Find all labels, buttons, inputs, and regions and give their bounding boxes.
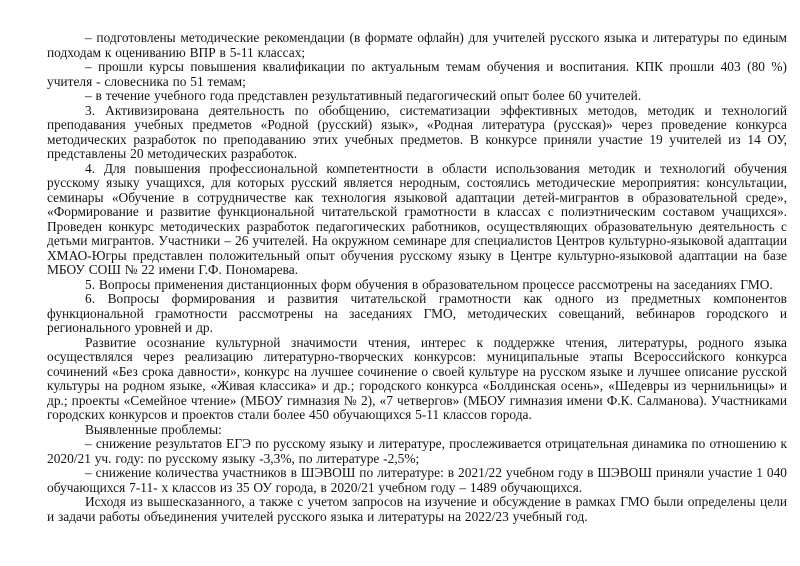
paragraph-conclusion-goals: Исходя из вышесказанного, а также с учетом запросов на изучение и обсуждение в рамках ГМО были определены цели и задачи работы объединения учителей русского языка и литературы на 2022/23 учебный год. bbox=[47, 494, 787, 524]
paragraph-bullet-kpk-courses: – прошли курсы повышения квалификации по актуальным темам обучения и воспитания. КПК прошли 403 (80 %) учителя - словесника по 51 темам; bbox=[47, 59, 787, 89]
paragraph-bullet-pedagogical-experience: – в течение учебного года представлен результативный педагогический опыт более 60 учителей. bbox=[85, 88, 642, 103]
paragraph-cultural-significance-contests: Развитие осознание культурной значимости чтения, интерес к поддержке чтения, литературы, родного языка осуществлялся через реализацию литературно-творческих конкурсов: муниципальные этапы Всероссийского конкурса сочинений «Без срока давности», конкурс на лучшее сочинение о своей культуре на русском языке и лучшее описание русской культуры на родном языке, «Живая классика» и др.; городского конкурса «Болдинская осень», «Шедевры из чернильницы» и др.; проекты «Семейное чтение» (МБОУ гимназия № 2), «7 четвергов» (МБОУ гимназия имени Ф.К. Салманова). Участниками городских конкурсов и проектов стали более 450 обучающихся 5-11 классов города. bbox=[47, 334, 787, 422]
paragraph-item-5-distance-learning: 5. Вопросы применения дистанционных форм обучения в образовательном процессе рассмотрены на заседаниях ГМО. bbox=[85, 276, 773, 292]
paragraph-item-6-reading-literacy: 6. Вопросы формирования и развития читательской грамотности как одного из предметных компонентов функциональной грамотности рассмотрены на заседаниях ГМО, методических совещаний, вебинаров городского и регионального уровней и др. bbox=[47, 291, 787, 335]
paragraph-identified-problems-heading: Выявленные проблемы: bbox=[85, 421, 222, 437]
paragraph-bullet-methodical-recommendations: – подготовлены методические рекомендации (в формате офлайн) для учителей русского языка и литературы по единым подходам к оцениванию ВПР в 5-11 классах; bbox=[47, 30, 787, 60]
paragraph-item-3-subject-teaching: 3. Активизирована деятельность по обобщению, систематизации эффективных методов, методик и технологий преподавания учебных предметов «Родной (русский) язык», «Родная литература (русская)» через проведение конкурса методических разработок по преподаванию этих учебных предметов. В конкурсе приняли участие 19 учителей из 14 ОУ, представлены 20 методических разработок. bbox=[47, 102, 787, 161]
paragraph-bullet-ege-results-decline: – снижение результатов ЕГЭ по русскому языку и литературе, прослеживается отрицательная динамика по отношению к 2020/21 уч. году: по русскому языку -3,3%, по литературе -2,5%; bbox=[47, 436, 787, 466]
document-text-block bbox=[47, 31, 787, 524]
paragraph-bullet-shevosh-participants-decline: – снижение количества участников в ШЭВОШ по литературе: в 2021/22 учебном году в ШЭВОШ приняли участие 1 040 обучающихся 7-11- х классов из 35 ОУ города, в 2020/21 учебном году – 1489 обучающихся. bbox=[47, 465, 787, 495]
paragraph-item-4-professional-competence: 4. Для повышения профессиональной компетентности в области использования методик и технологий обучения русскому языку учащихся, для которых русский является неродным, состоялись методические мероприятия: консультации, семинары «Обучение в сотрудничестве как технология языковой адаптации детей-мигрантов в образовательной среде», «Формирование и развитие функциональной читательской грамотности в классах с полиэтническим составом учащихся». Проведен конкурс методических разработок педагогических работников, осуществляющих образовательную деятельность с детьми мигрантов. Участники – 26 учителей. На окружном семинаре для специалистов Центров культурно-языковой адаптации ХМАО-Югры представлен положительный опыт обучения русскому языку в Центре культурно-языковой адаптации на базе МБОУ СОШ № 22 имени Г.Ф. Пономарева. bbox=[47, 160, 787, 277]
